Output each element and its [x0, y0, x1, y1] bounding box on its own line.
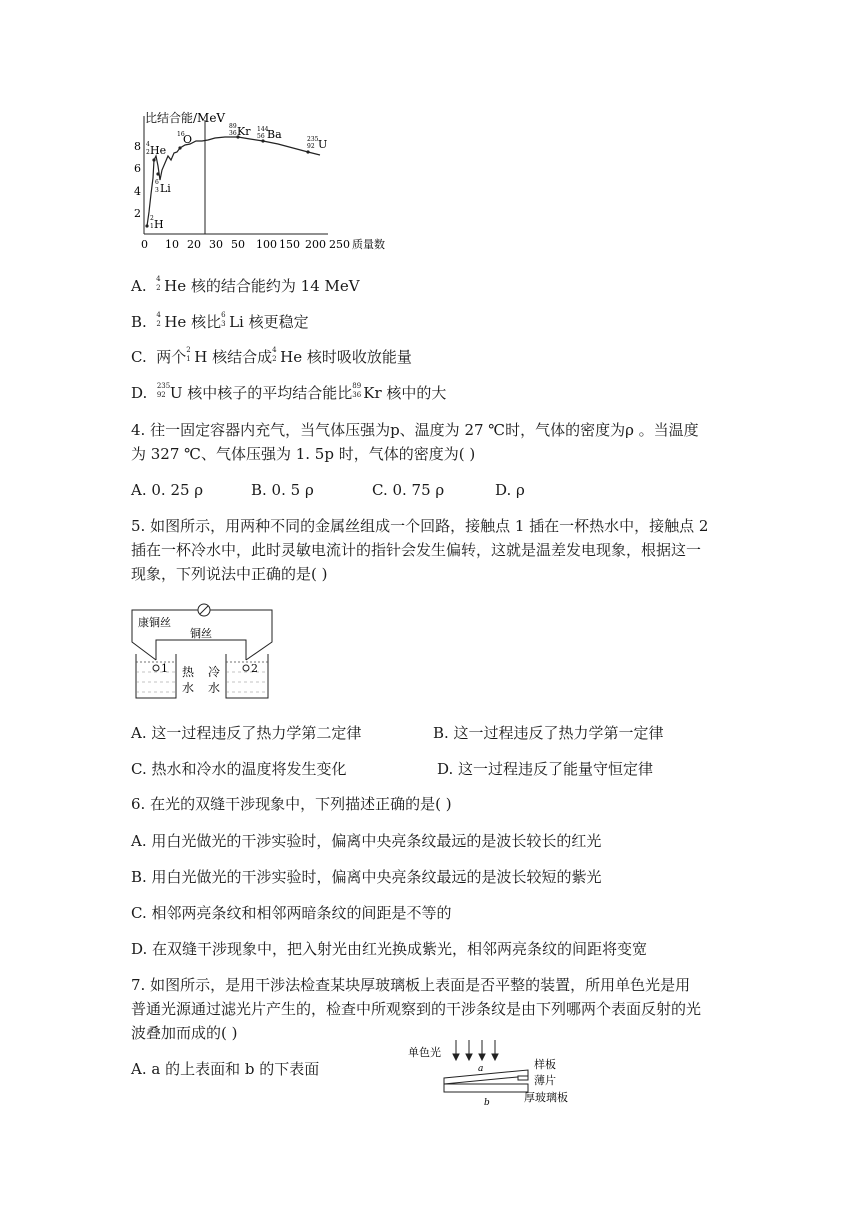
q6-option-c: C. 相邻两亮条纹和相邻两暗条纹的间距是不等的 — [131, 904, 452, 922]
hot-label: 热 — [182, 665, 195, 679]
svg-text:144: 144 — [257, 126, 269, 133]
q5-stem-line3: 现象，下列说法中正确的是( ) — [131, 565, 328, 583]
junction-2-label: 2 — [251, 662, 258, 675]
nuclide-kr89: 89 36 — [352, 382, 362, 399]
point-he4 — [152, 158, 155, 161]
label-constantan: 康铜丝 — [138, 616, 171, 629]
nuclide-u235: 235 92 — [156, 382, 171, 399]
x-tick: 250 — [329, 238, 350, 251]
thick-glass-plate — [444, 1084, 528, 1092]
nuclide-he4: 4 2 — [156, 275, 161, 292]
y-tick: 6 — [134, 162, 141, 175]
point-h2 — [145, 224, 148, 227]
binding-energy-chart — [130, 108, 390, 260]
q4-stem-line1: 4. 往一固定容器内充气，当气体压强为p、温度为 27 ℃时，气体的密度为ρ 。当温度 — [131, 421, 699, 439]
svg-text:2: 2 — [146, 149, 150, 156]
q5-stem-line1: 5. 如图所示，用两种不同的金属丝组成一个回路，接触点 1 插在一杯热水中，接触点 2 — [131, 517, 709, 535]
point-u235 — [306, 150, 309, 153]
q4-option-a: A. 0. 25 ρ — [131, 481, 204, 499]
nuclide-li6: 6 3 — [221, 311, 226, 328]
junction-1 — [153, 665, 159, 671]
label-sample: 样板 — [534, 1058, 556, 1071]
nuclide-he4: 4 2 — [272, 346, 277, 363]
svg-text:O: O — [183, 133, 193, 146]
svg-text:4: 4 — [146, 141, 150, 148]
cold-label-2: 水 — [208, 681, 221, 695]
svg-text:He: He — [150, 144, 167, 157]
label-monochromatic-light: 单色光 — [408, 1046, 441, 1059]
cold-water-cup — [226, 654, 268, 698]
svg-text:89: 89 — [229, 123, 237, 130]
q7-option-a: A. a 的上表面和 b 的下表面 — [131, 1060, 320, 1078]
svg-text:U: U — [318, 138, 328, 151]
q6-option-d: D. 在双缝干涉现象中，把入射光由红光换成紫光，相邻两亮条纹的间距将变宽 — [131, 940, 648, 958]
x-tick: 50 — [231, 238, 245, 251]
svg-text:Li: Li — [160, 182, 171, 195]
y-tick: 2 — [134, 207, 141, 220]
label-a: a — [478, 1064, 484, 1074]
label-plate: 厚玻璃板 — [524, 1091, 568, 1104]
svg-text:235: 235 — [307, 136, 319, 143]
svg-text:36: 36 — [229, 130, 237, 137]
q5-option-b: B. 这一过程违反了热力学第一定律 — [433, 724, 664, 742]
x-tick: 30 — [209, 238, 223, 251]
thin-sheet — [518, 1076, 528, 1080]
q6-option-a: A. 用白光做光的干涉实验时，偏离中央亮条纹最远的是波长较长的红光 — [131, 832, 602, 850]
light-arrows-icon — [453, 1040, 498, 1060]
label-o16 — [177, 131, 192, 146]
q3-option-c: C. 两个 2 1 H 核结合成 4 2 He 核时吸收放能量 — [131, 346, 412, 366]
cold-label: 冷 — [208, 665, 221, 679]
q4-option-d: D. ρ — [495, 481, 525, 499]
x-tick: 0 — [141, 238, 148, 251]
junction-2 — [243, 665, 249, 671]
label-h2 — [150, 215, 164, 231]
chart-ylabel: 比结合能/MeV — [145, 111, 226, 125]
q3-option-b: B. 4 2 He 核比 6 3 Li 核更稳定 — [131, 311, 309, 331]
q5-option-a: A. 这一过程违反了热力学第二定律 — [131, 724, 362, 742]
q5-option-c: C. 热水和冷水的温度将发生变化 — [131, 760, 347, 778]
hot-water-cup — [136, 654, 176, 698]
svg-text:92: 92 — [307, 143, 315, 150]
junction-1-label: 1 — [161, 662, 168, 675]
nuclide-h2: 2 1 — [186, 346, 191, 363]
q7-stem-line1: 7. 如图所示，是用干涉法检查某块厚玻璃板上表面是否平整的装置，所用单色光是用 — [131, 976, 691, 994]
label-he4 — [146, 141, 166, 157]
q4-option-c: C. 0. 75 ρ — [372, 481, 445, 499]
q4-option-b: B. 0. 5 ρ — [251, 481, 314, 499]
binding-energy-curve — [147, 137, 320, 226]
svg-text:H: H — [154, 218, 164, 231]
svg-text:56: 56 — [257, 133, 265, 140]
x-tick: 200 — [305, 238, 326, 251]
label-li6 — [155, 179, 171, 195]
q5-option-d: D. 这一过程违反了能量守恒定律 — [437, 760, 654, 778]
label-copper: 铜丝 — [190, 627, 212, 640]
q5-stem-line2: 插在一杯冷水中，此时灵敏电流计的指针会发生偏转，这就是温差发电现象，根据这一 — [131, 541, 702, 559]
svg-text:Kr: Kr — [237, 125, 251, 138]
svg-text:1: 1 — [150, 223, 154, 230]
q3-option-a: A. 4 2 He 核的结合能约为 14 MeV — [131, 275, 360, 295]
sample-plate — [444, 1070, 528, 1084]
y-tick: 4 — [134, 185, 141, 198]
copper-wire — [156, 640, 246, 660]
chart-xlabel: 质量数 — [352, 238, 385, 251]
q3-option-d: D. 235 92 U 核中核子的平均结合能比 89 36 Kr 核中的大 — [131, 382, 447, 402]
constantan-wire-right — [210, 610, 272, 660]
svg-text:3: 3 — [155, 187, 159, 194]
x-tick: 20 — [187, 238, 201, 251]
hot-label-2: 水 — [182, 681, 195, 695]
y-tick: 8 — [134, 140, 141, 153]
interference-check-diagram — [400, 1034, 590, 1110]
q4-stem-line2: 为 327 ℃、气体压强为 1. 5p 时，气体的密度为( ) — [131, 445, 476, 463]
q6-stem: 6. 在光的双缝干涉现象中，下列描述正确的是( ) — [131, 795, 452, 813]
point-o16 — [178, 146, 181, 149]
svg-text:2: 2 — [150, 215, 154, 222]
q6-option-b: B. 用白光做光的干涉实验时，偏离中央亮条纹最远的是波长较短的紫光 — [131, 868, 602, 886]
q7-stem-line2: 普通光源通过滤光片产生的，检查中所观察到的干涉条纹是由下列哪两个表面反射的光 — [131, 1000, 702, 1018]
svg-text:Ba: Ba — [267, 128, 282, 141]
x-tick: 10 — [165, 238, 179, 251]
label-sheet: 薄片 — [534, 1074, 556, 1087]
x-tick: 100 — [256, 238, 277, 251]
point-li6 — [156, 172, 159, 175]
nuclide-he4: 4 2 — [156, 311, 161, 328]
label-b: b — [484, 1098, 490, 1108]
svg-text:6: 6 — [155, 179, 159, 186]
thermocouple-diagram — [128, 598, 278, 706]
x-tick: 150 — [279, 238, 300, 251]
label-ba144 — [257, 126, 282, 141]
label-u235 — [307, 136, 327, 151]
q7-stem-line3: 波叠加而成的( ) — [131, 1024, 238, 1042]
svg-text:16: 16 — [177, 131, 185, 138]
label-kr89 — [229, 123, 251, 138]
